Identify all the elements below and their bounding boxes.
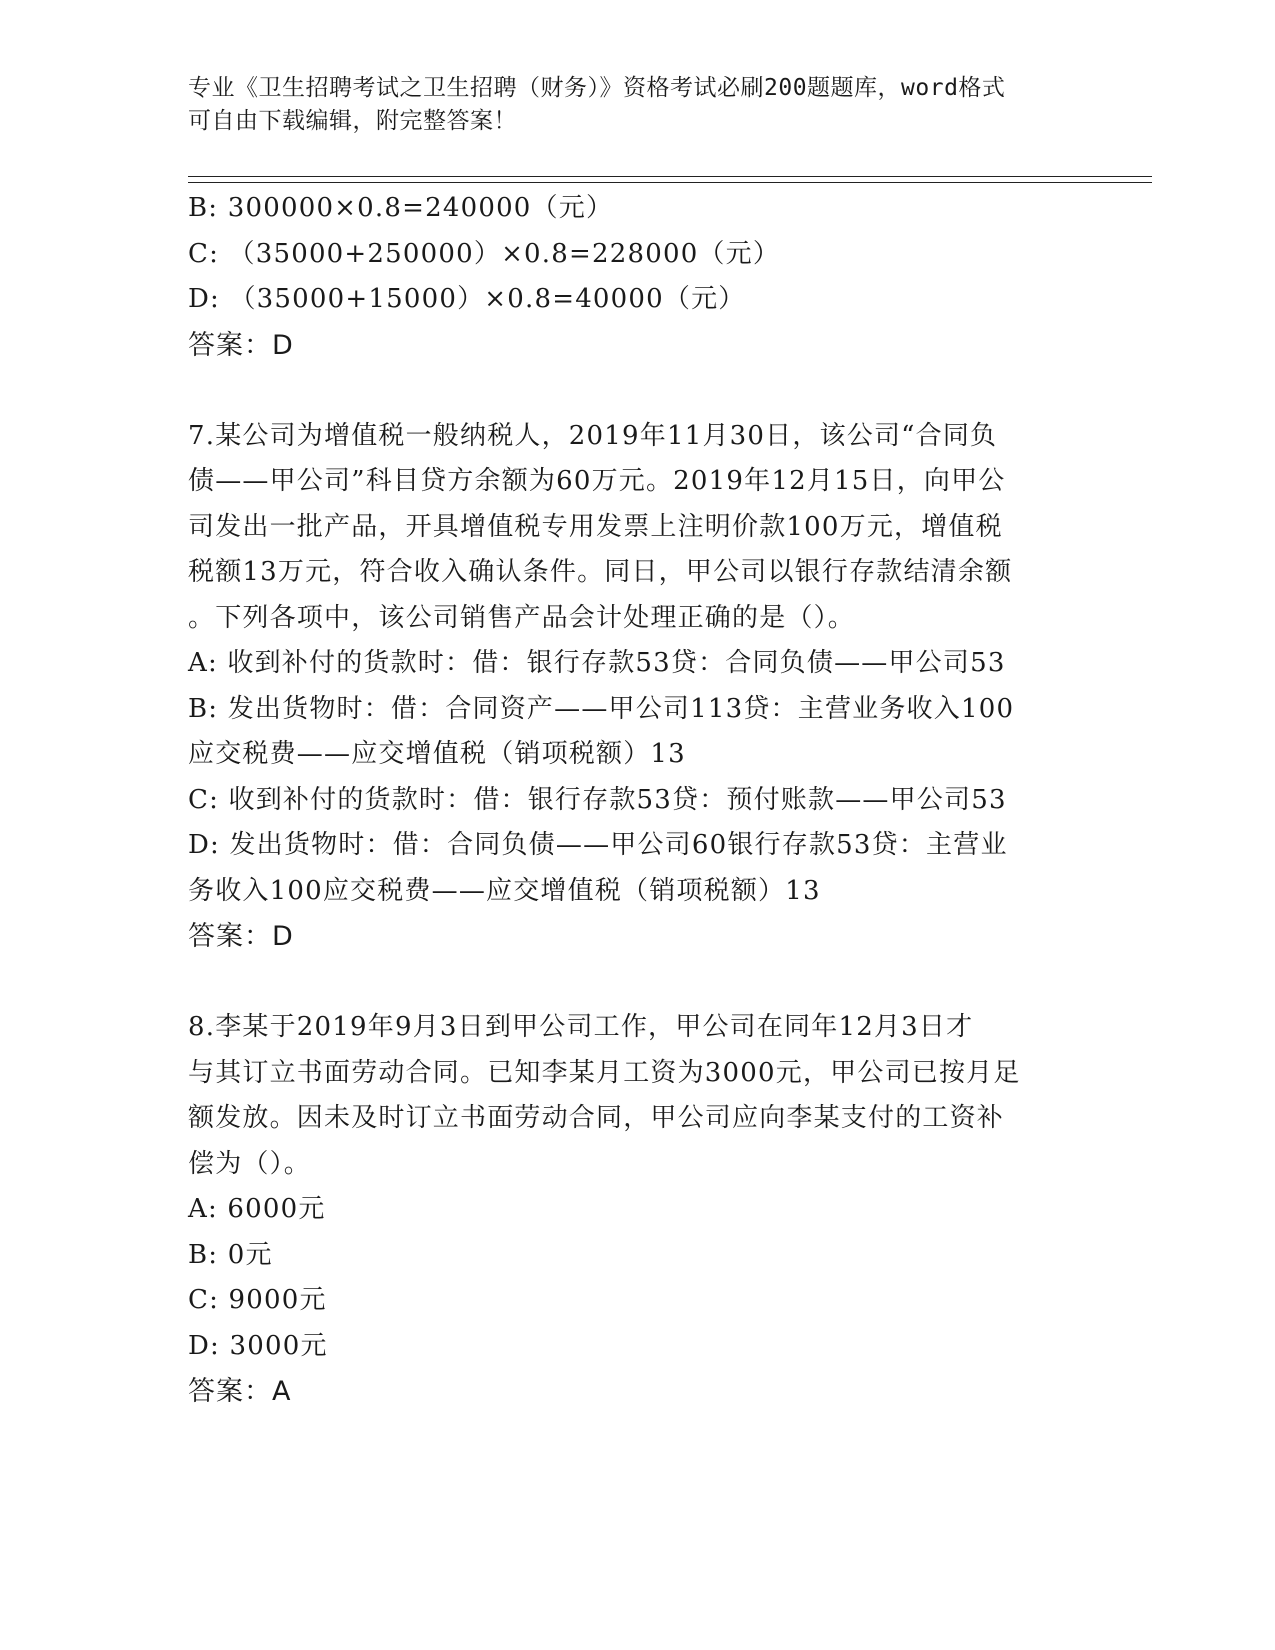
- spacer: [188, 368, 1088, 414]
- q8-option-c: C: 9000元: [188, 1285, 327, 1315]
- header-line-1: 专业《卫生招聘考试之卫生招聘（财务）》资格考试必刷200题题库，word格式: [188, 75, 1006, 101]
- q7-stem-line: 债——甲公司”科目贷方余额为60万元。2019年12月15日，向甲公: [188, 466, 1006, 496]
- q7-stem-line: 司发出一批产品，开具增值税专用发票上注明价款100万元，增值税: [188, 511, 1003, 542]
- spacer: [188, 960, 1088, 1006]
- q8-option-d: D: 3000元: [188, 1330, 328, 1361]
- q7-option-d: D: 发出货物时：借：合同负债——甲公司60银行存款53贷：主营业: [188, 830, 1008, 860]
- q8-option-a: A: 6000元: [188, 1194, 326, 1224]
- q7-option-d-cont: 务收入100应交税费——应交增值税（销项税额）13: [188, 875, 821, 906]
- q7-answer: 答案：D: [188, 921, 294, 952]
- q7-stem-line: 7.某公司为增值税一般纳税人，2019年11月30日，该公司“合同负: [188, 420, 998, 451]
- header-rule-top: [188, 176, 1152, 177]
- q6-option-b: B: 300000×0.8=240000（元）: [188, 193, 614, 223]
- q6-option-c: C: （35000+250000）×0.8=228000（元）: [188, 238, 781, 269]
- document-header: [188, 72, 1068, 138]
- q7-option-c: C: 收到补付的货款时：借：银行存款53贷：预付账款——甲公司53: [188, 784, 1007, 815]
- q7-option-b: B: 发出货物时：借：合同资产——甲公司113贷：主营业务收入100: [188, 693, 1015, 724]
- q8-stem-line: 偿为（）。: [188, 1148, 312, 1179]
- q7-stem-line: 。下列各项中，该公司销售产品会计处理正确的是（）。: [188, 602, 856, 633]
- q7-option-b-cont: 应交税费——应交增值税（销项税额）13: [188, 739, 686, 769]
- question-content: [188, 186, 1088, 1415]
- q8-stem-line: 与其订立书面劳动合同。已知李某月工资为3000元，甲公司已按月足: [188, 1057, 1021, 1088]
- q8-stem-line: 额发放。因未及时订立书面劳动合同，甲公司应向李某支付的工资补: [188, 1103, 1005, 1133]
- header-line-2: 可自由下载编辑，附完整答案！: [188, 108, 517, 134]
- q6-option-d: D: （35000+15000）×0.8=40000（元）: [188, 284, 746, 314]
- q7-stem-line: 税额13万元，符合收入确认条件。同日，甲公司以银行存款结清余额: [188, 557, 1013, 587]
- q8-option-b: B: 0元: [188, 1239, 273, 1270]
- q6-answer: 答案：D: [188, 329, 294, 361]
- q8-stem-line: 8.李某于2019年9月3日到甲公司工作，甲公司在同年12月3日才: [188, 1012, 974, 1042]
- q8-answer: 答案：A: [188, 1376, 292, 1407]
- q7-option-a: A: 收到补付的货款时：借：银行存款53贷：合同负债——甲公司53: [188, 648, 1006, 678]
- header-rule-bottom: [188, 182, 1152, 183]
